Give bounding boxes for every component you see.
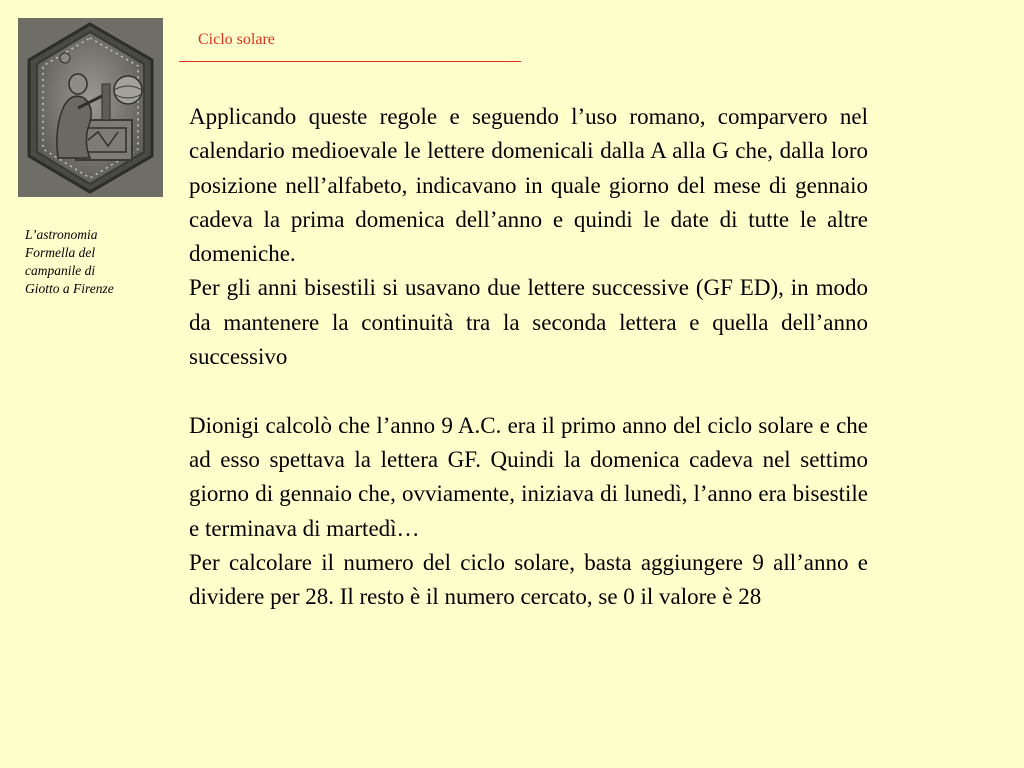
slide-title: Ciclo solare [198, 31, 275, 48]
body-paragraph: Dionigi calcolò che l’anno 9 A.C. era il primo anno del ciclo solare e che ad esso spettava la lettera GF. Quindi la domenica cadeva nel settimo giorno di gennaio che, ovviamente, iniziava di lunedì, l’anno era bisestile e terminava di martedì… [189, 412, 868, 541]
body-paragraph: Per gli anni bisestili si usavano due lettere successive (GF ED), in modo da mantenere la continuità tra la seconda lettera e quella dell’anno successivo [189, 275, 868, 370]
caption-line: Formella del [25, 245, 96, 260]
slide-body [189, 100, 868, 614]
astronomy-relief-image [18, 18, 163, 197]
caption-line: L’astronomia [25, 227, 98, 242]
caption-line: campanile di [25, 263, 96, 278]
image-caption [25, 226, 165, 298]
body-paragraph: Applicando queste regole e seguendo l’uso romano, comparvero nel calendario medioevale le lettere domenicali dalla A alla G che, dalla loro posizione nell’alfabeto, indicavano in quale giorno del mese di gennaio cadeva la prima domenica dell’anno e quindi le date di tutte le altre domeniche. [189, 104, 868, 267]
title-underline [179, 61, 521, 62]
paragraph-spacer [189, 374, 868, 408]
caption-line: Giotto a Firenze [25, 281, 114, 296]
body-paragraph: Per calcolare il numero del ciclo solare, basta aggiungere 9 all’anno e dividere per 28. Il resto è il numero cercato, se 0 il valore è 28 [189, 549, 868, 610]
stone-relief-hexagon-icon [18, 18, 163, 197]
